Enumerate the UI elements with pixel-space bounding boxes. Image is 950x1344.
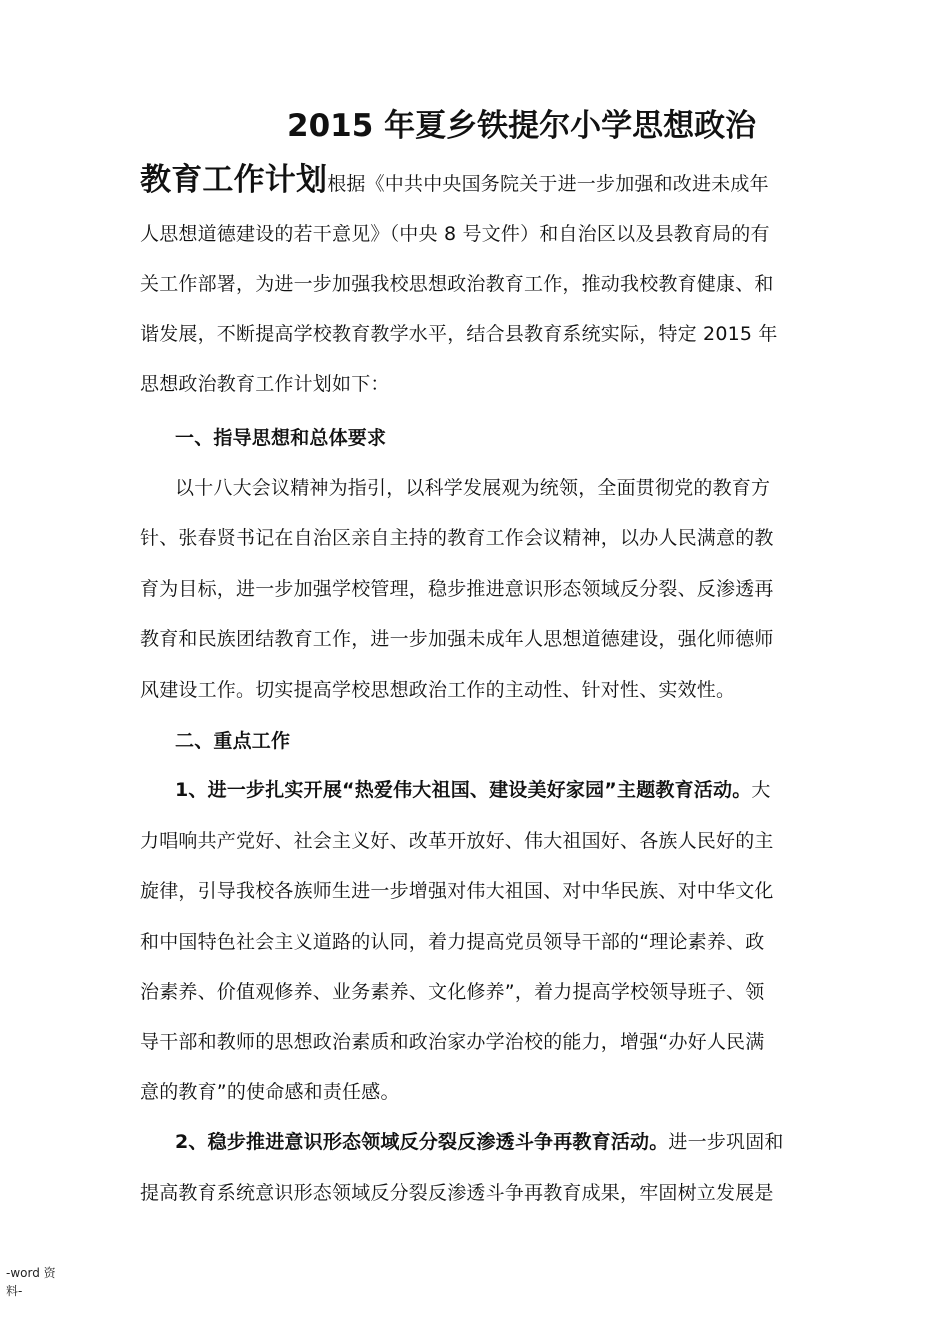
item2-line-1 bbox=[175, 1130, 784, 1154]
item1-title: 1、进一步扎实开展“热爱伟大祖国、建设美好家园”主题教育活动。 bbox=[175, 779, 752, 801]
item1-line-6: 导干部和教师的思想政治素质和政治家办学治校的能力，增强“办好人民满 bbox=[140, 1031, 765, 1053]
section1-line-4: 教育和民族团结教育工作，进一步加强未成年人思想道德建设，强化师德师 bbox=[140, 628, 774, 650]
item2-first-rest: 进一步巩固和 bbox=[668, 1131, 784, 1153]
item1-line-2: 力唱响共产党好、社会主义好、改革开放好、伟大祖国好、各族人民好的主 bbox=[140, 830, 774, 852]
item1-line-5: 治素养、价值观修养、业务素养、文化修养”，着力提高学校领导班子、领 bbox=[140, 981, 765, 1003]
item2-title: 2、稳步推进意识形态领域反分裂反渗透斗争再教育活动。 bbox=[175, 1131, 669, 1153]
item1-first-rest: 大 bbox=[751, 779, 771, 801]
section1-line-3: 育为目标，进一步加强学校管理，稳步推进意识形态领域反分裂、反渗透再 bbox=[140, 578, 774, 600]
section2-heading: 二、重点工作 bbox=[175, 730, 291, 752]
document-title-line2: 教育工作计划 bbox=[140, 162, 328, 198]
item1-line-3: 旋律，引导我校各族师生进一步增强对伟大祖国、对中华民族、对中华文化 bbox=[140, 880, 774, 902]
item2-line-2: 提高教育系统意识形态领域反分裂反渗透斗争再教育成果，牢固树立发展是 bbox=[140, 1182, 774, 1204]
intro-line-2: 人思想道德建设的若干意见》（中央 8 号文件）和自治区以及县教育局的有 bbox=[140, 223, 770, 245]
item1-line-1 bbox=[175, 778, 771, 802]
intro-line-1 bbox=[140, 160, 769, 204]
item1-line-7: 意的教育”的使命感和责任感。 bbox=[140, 1081, 400, 1103]
intro-text-1: 根据《中共中央国务院关于进一步加强和改进未成年 bbox=[327, 173, 769, 195]
section1-line-2: 针、张春贤书记在自治区亲自主持的教育工作会议精神，以办人民满意的教 bbox=[140, 527, 774, 549]
document-title-line1: 2015 年夏乡铁提尔小学思想政治 bbox=[287, 108, 757, 144]
section1-heading: 一、指导思想和总体要求 bbox=[175, 427, 387, 449]
item1-line-4: 和中国特色社会主义道路的认同，着力提高党员领导干部的“理论素养、政 bbox=[140, 931, 765, 953]
intro-line-5: 思想政治教育工作计划如下： bbox=[140, 373, 390, 395]
intro-line-4: 谐发展，不断提高学校教育教学水平，结合县教育系统实际，特定 2015 年 bbox=[140, 323, 778, 345]
section1-line-5: 风建设工作。切实提高学校思想政治工作的主动性、针对性、实效性。 bbox=[140, 679, 736, 701]
section1-line-1: 以十八大会议精神为指引，以科学发展观为统领，全面贯彻党的教育方 bbox=[175, 477, 771, 499]
intro-line-3: 关工作部署，为进一步加强我校思想政治教育工作，推动我校教育健康、和 bbox=[140, 273, 774, 295]
footer-line-2: 料- bbox=[6, 1284, 23, 1298]
footer-line-1: -word 资 bbox=[6, 1266, 56, 1280]
